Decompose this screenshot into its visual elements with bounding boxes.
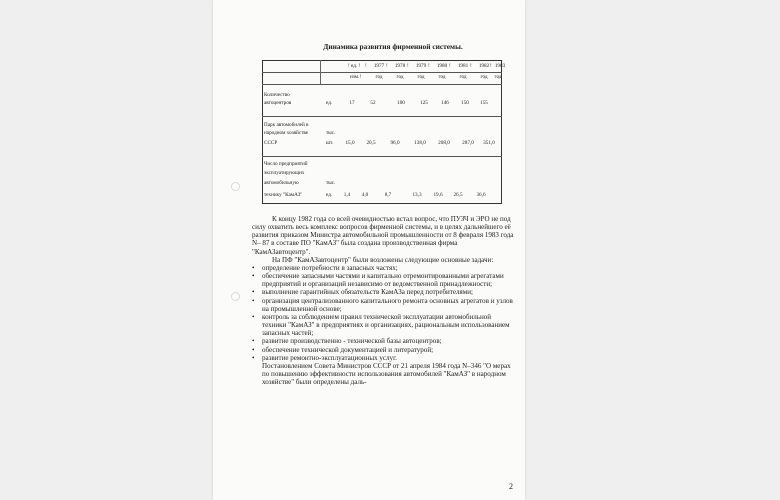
table-cell: 125 xyxy=(420,100,428,106)
year-header: 1982 xyxy=(478,63,490,69)
row-sublabel: СССР xyxy=(264,140,278,146)
closing-paragraph: Постановлением Совета Министров СССР от 21 апреля 1984 года N–346 "О мерах по повышению эффективности использования автомобилей "КамАЗ" в народном хозяйстве" были определены даль- xyxy=(262,361,511,387)
year-separator: ! xyxy=(386,63,388,69)
table-cell: 96,0 xyxy=(390,140,400,146)
year-header: 1977 xyxy=(373,63,385,69)
year-header: 1980 xyxy=(436,63,448,69)
row-subunit: шт. xyxy=(326,140,334,146)
year-suffix: год xyxy=(396,74,404,80)
development-table xyxy=(262,60,506,204)
year-suffix: год xyxy=(459,74,467,80)
table-rule xyxy=(262,116,502,117)
year-header: 1979 xyxy=(415,63,427,69)
table-cell: 100 xyxy=(397,100,405,106)
table-cell: 8,7 xyxy=(384,192,392,198)
table-cell: 138,0 xyxy=(414,140,426,146)
table-cell: 15,0 xyxy=(345,140,355,146)
year-separator: ! xyxy=(428,63,430,69)
list-item: • контроль за соблюдением правил технической эксплуатации автомобильной техники "КамАЗ" в предприятиях и организациях, рациональным использованием запасных частей; xyxy=(252,313,514,337)
intro-paragraph: К концу 1982 года со всей очевидностью встал вопрос, что ПУЗЧ и ЭРО не под силу охватить весь комплекс вопросов фирменной системы, и в целях дальнейшего её развития приказом Министра автомобильной промышленности от 8 февраля 1983 года N– 87 в составе ПО "КамАЗ" была создана производственная фирма "КамАЗавтоцентр". xyxy=(252,215,514,256)
table-cell: 52 xyxy=(370,100,376,106)
list-item: • определение потребности в запасных частях; xyxy=(252,264,514,272)
table-cell: 19,6 xyxy=(433,192,443,198)
list-item: • развитие производственно - технической базы автоцентров; xyxy=(252,337,514,345)
table-cell: 287,0 xyxy=(462,140,474,146)
list-item: • обеспечение запасными частями и капитально отремонтированными агрегатами предприятий и организаций независимо от ведомственной принадлежности; xyxy=(252,272,514,288)
table-cell: 351,0 xyxy=(483,140,495,146)
table-cell: 155 xyxy=(480,100,488,106)
table-rule xyxy=(262,156,502,157)
year-separator: ! xyxy=(449,63,451,69)
year-header: 1981 xyxy=(457,63,469,69)
year-suffix: год xyxy=(417,74,425,80)
row-unit: тыс. xyxy=(326,180,336,186)
table-rule xyxy=(262,84,502,85)
table-cell: 36,6 xyxy=(476,192,486,198)
row-label: Парк автомобилей в xyxy=(264,122,309,128)
year-header: 1983 xyxy=(494,63,506,69)
year-header: 1978 xyxy=(394,63,406,69)
document-title: Динамика развития фирменной системы. xyxy=(323,42,463,51)
year-suffix: год xyxy=(438,74,446,80)
punch-hole xyxy=(231,292,240,301)
year-suffix: год xyxy=(480,74,488,80)
list-item: • обеспечение технической документацией и литературой; xyxy=(252,346,514,354)
row-unit: ед. xyxy=(326,100,333,106)
table-cell: 26,5 xyxy=(453,192,463,198)
year-suffix: год xyxy=(375,74,383,80)
list-item: • выполнение гарантийных обязательств КамАЗа перед потребителями; xyxy=(252,288,514,296)
table-cell: 4,0 xyxy=(361,192,369,198)
page-number: 2 xyxy=(509,482,513,491)
row-label: Количество xyxy=(264,92,290,98)
tasks-intro: На ПФ "КамАЗавтоцентр" были возложены следующие основные задачи: xyxy=(272,255,494,264)
row-label: народном хозяйстве xyxy=(264,130,309,136)
list-item: • организация централизованного капитального ремонта основных агрегатов и узлов на промышленной основе; xyxy=(252,297,514,313)
row-sublabel: технику "КамАЗ" xyxy=(264,192,303,198)
table-cell: 1,4 xyxy=(343,192,351,198)
row-unit: тыс. xyxy=(326,130,336,136)
year-separator: ! xyxy=(365,63,367,69)
unit-header-2: изм.! xyxy=(350,74,362,80)
row-label: автоцентров xyxy=(264,100,292,106)
document-body xyxy=(252,215,514,386)
punch-hole xyxy=(231,182,240,191)
list-item: • развитие ремонтно-эксплуатационных услуг. xyxy=(252,354,514,362)
table-cell: 13,3 xyxy=(412,192,422,198)
table-cell: 208,0 xyxy=(438,140,450,146)
year-separator: ! xyxy=(490,63,492,69)
column-rule xyxy=(320,60,321,84)
table-cell: 146 xyxy=(441,100,449,106)
task-list xyxy=(252,264,514,362)
row-label: автомобильную xyxy=(264,180,299,186)
table-cell: 150 xyxy=(461,100,469,106)
row-label: эксплуатирующих xyxy=(264,170,305,176)
unit-header: ! ед. ! xyxy=(348,63,361,69)
row-label: Число предприятий xyxy=(264,161,308,167)
year-separator: ! xyxy=(407,63,409,69)
year-separator: ! xyxy=(470,63,472,69)
row-subunit: ед. xyxy=(326,192,333,198)
year-suffix: год xyxy=(494,74,502,80)
table-cell: 17 xyxy=(349,100,355,106)
table-cell: 20,5 xyxy=(366,140,376,146)
